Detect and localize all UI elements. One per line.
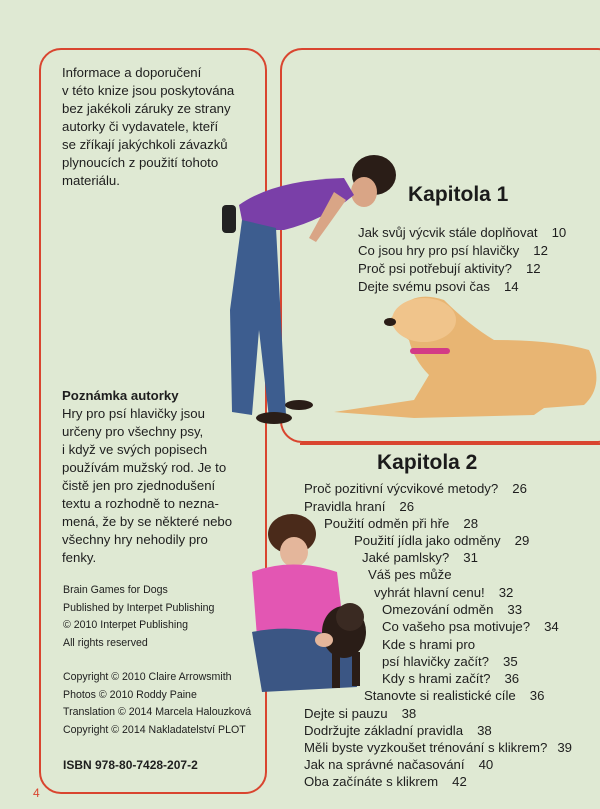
toc-entry: psí hlavičky začít? 35 bbox=[382, 654, 518, 669]
toc-entry: vyhrát hlavní cenu! 32 bbox=[374, 585, 514, 600]
toc-entry: Dejte si pauzu 38 bbox=[304, 706, 417, 721]
isbn: ISBN 978-80-7428-207-2 bbox=[63, 758, 198, 772]
chapter-2-title: Kapitola 2 bbox=[377, 451, 478, 474]
toc-entry: Jak svůj výcvik stále doplňovat 10 bbox=[358, 225, 567, 240]
author-note: Poznámka autorky Hry pro psí hlavičky jsou určeny pro všechny psy, i když ve svých popisech používám mužský rod. Je to čistě jen pro zjednodušení textu a rozhodně to nezna- mená, že by se některé nebo všechny hry nehodily pro fenky. bbox=[62, 387, 262, 567]
toc-entry: Váš pes může bbox=[368, 567, 452, 582]
toc-entry: Kdy s hrami začít? 36 bbox=[382, 671, 520, 686]
toc-entry: Jaké pamlsky? 31 bbox=[362, 550, 478, 565]
toc-entry: Jak na správné načasování 40 bbox=[304, 757, 494, 772]
toc-entry: Co vašeho psa motivuje? 34 bbox=[382, 619, 559, 634]
toc-entry: Měli byste vyzkoušet trénování s klikrem? 39 bbox=[304, 740, 572, 755]
toc-entry: Pravidla hraní 26 bbox=[304, 499, 415, 514]
toc-entry: Dejte svému psovi čas 14 bbox=[358, 279, 519, 294]
chapter-1-title: Kapitola 1 bbox=[408, 183, 509, 206]
disclaimer-text: Informace a doporučení v této knize jsou poskytována bez jakékoli záruky ze strany autorky či vydavatele, kteří se zříkají jakýchkoli závazků plynoucích z použití tohoto materiálu. bbox=[62, 65, 235, 188]
toc-entry: Proč pozitivní výcvikové metody? 26 bbox=[304, 481, 527, 496]
publishing-info: Brain Games for Dogs Published by Interpet Publishing © 2010 Interpet Publishing All rights reserved bbox=[63, 584, 215, 649]
page-number: 4 bbox=[33, 786, 40, 800]
toc-entry: Omezování odměn 33 bbox=[382, 602, 523, 617]
toc-entry: Použití jídla jako odměny 29 bbox=[354, 533, 530, 548]
toc-entry: Proč psi potřebují aktivity? 12 bbox=[358, 261, 541, 276]
toc-entry: Co jsou hry pro psí hlavičky 12 bbox=[358, 243, 548, 258]
toc-entry: Oba začínáte s klikrem 42 bbox=[304, 774, 467, 789]
author-note-heading: Poznámka autorky bbox=[62, 388, 179, 403]
toc-entry: Kde s hrami pro bbox=[382, 637, 476, 652]
toc-entry: Dodržujte základní pravidla 38 bbox=[304, 723, 492, 738]
toc-entry: Použití odměn při hře 28 bbox=[324, 516, 479, 531]
copyright-info: Copyright © 2010 Claire Arrowsmith Photos © 2010 Roddy Paine Translation © 2014 Marcela Halouzková Copyright © 2014 Nakladatelství PLOT bbox=[63, 671, 252, 736]
toc-entry: Stanovte si realistické cíle 36 bbox=[364, 688, 545, 703]
